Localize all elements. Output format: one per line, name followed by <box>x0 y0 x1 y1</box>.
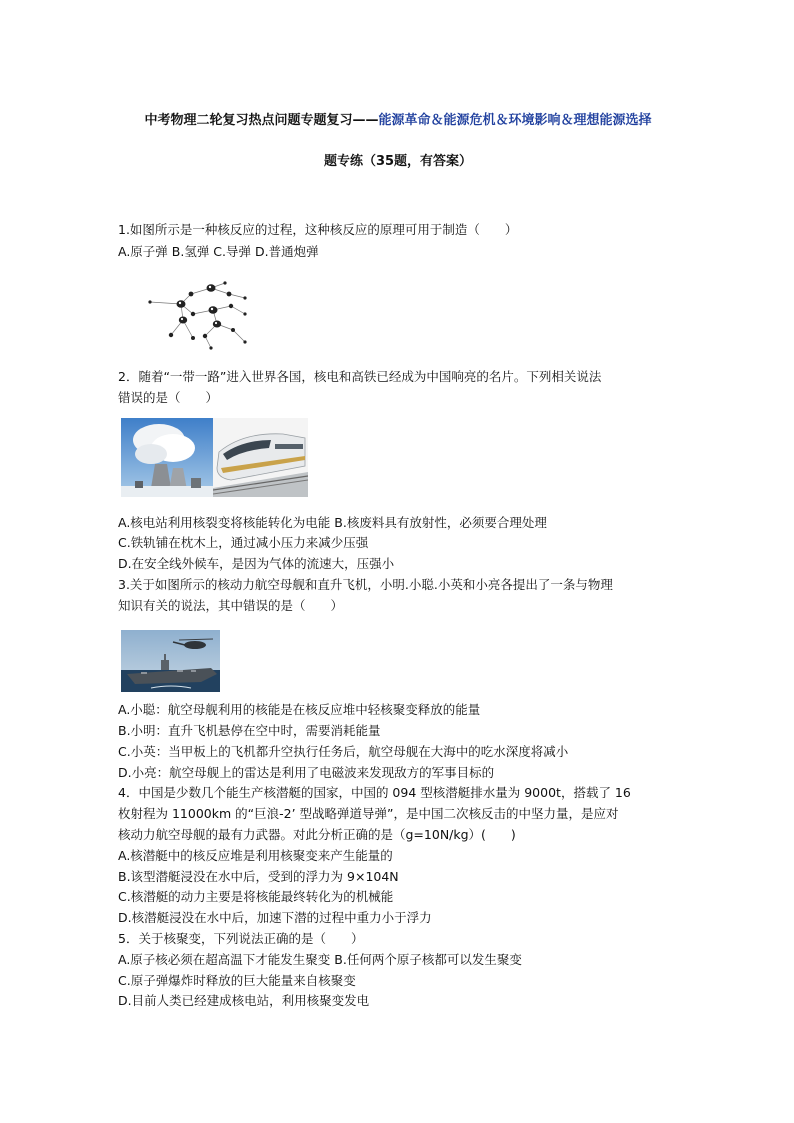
question-3-option-d: D.小亮：航空母舰上的雷达是利用了电磁波来发现敌方的军事目标的 <box>118 765 495 780</box>
question-5-stem: 5．关于核聚变，下列说法正确的是（ ） <box>118 931 364 946</box>
question-4-option-b: B.该型潜艇浸没在水中后，受到的浮力为 9×104N <box>118 869 399 884</box>
question-2-option-c: C.铁轨铺在枕木上，通过减小压力来减少压强 <box>118 535 369 550</box>
question-5-option-c: C.原子弹爆炸时释放的巨大能量来自核聚变 <box>118 973 356 988</box>
question-2-option-ab: A.核电站利用核裂变将核能转化为电能 B.核废料具有放射性，必须要合理处理 <box>118 515 547 530</box>
question-4-option-a: A.核潜艇中的核反应堆是利用核聚变来产生能量的 <box>118 848 393 863</box>
question-4-stem-line3: 核动力航空母舰的最有力武器。对此分析正确的是（g=10N/kg）( ) <box>118 827 516 842</box>
question-5-option-d: D.目前人类已经建成核电站，利用核聚变发电 <box>118 993 370 1008</box>
nuclear-power-plant-photo <box>121 418 213 497</box>
question-3-option-a: A.小聪：航空母舰利用的核能是在核反应堆中轻核聚变释放的能量 <box>118 702 481 717</box>
question-4-stem-line2: 枚射程为 11000km 的“巨浪-2’ 型战略弹道导弹”，是中国二次核反击的中坚力量，是应对 <box>118 806 619 821</box>
nuclear-chain-reaction-diagram <box>145 280 250 352</box>
question-3-stem-line1: 3.关于如图所示的核动力航空母舰和直升飞机，小明.小聪.小英和小亮各提出了一条与物理 <box>118 577 613 592</box>
aircraft-carrier-helicopter-photo <box>121 630 220 692</box>
document-title-line1 <box>118 109 678 128</box>
title-blue-part: 能源革命＆能源危机＆环境影响＆理想能源选择 <box>378 113 652 128</box>
question-3-stem-line2: 知识有关的说法，其中错误的是（ ） <box>118 598 344 613</box>
question-3-option-c: C.小英：当甲板上的飞机都升空执行任务后，航空母舰在大海中的吃水深度将减小 <box>118 744 569 759</box>
question-2-stem-line2: 错误的是（ ） <box>118 390 219 405</box>
question-4-option-d: D.核潜艇浸没在水中后，加速下潜的过程中重力小于浮力 <box>118 910 432 925</box>
document-title-line2: 题专练（35题，有答案） <box>323 154 473 169</box>
question-4-option-c: C.核潜艇的动力主要是将核能最终转化为的机械能 <box>118 889 394 904</box>
question-2-stem-line1: 2．随着“一带一路”进入世界各国，核电和高铁已经成为中国响亮的名片。下列相关说法 <box>118 369 602 384</box>
question-1-options: A.原子弹 B.氢弹 C.导弹 D.普通炮弹 <box>118 244 319 259</box>
question-1-stem-line1: 1.如图所示是一种核反应的过程，这种核反应的原理可用于制造（ ） <box>118 222 518 237</box>
high-speed-train-photo <box>213 418 308 497</box>
title-black-part: 中考物理二轮复习热点问题专题复习—— <box>144 113 379 128</box>
question-4-stem-line1: 4．中国是少数几个能生产核潜艇的国家，中国的 094 型核潜艇排水量为 9000t，搭载了 16 <box>118 785 631 800</box>
question-2-option-d: D.在安全线外候车，是因为气体的流速大，压强小 <box>118 556 395 571</box>
question-3-option-b: B.小明：直升飞机悬停在空中时，需要消耗能量 <box>118 723 381 738</box>
question-5-option-ab: A.原子核必须在超高温下才能发生聚变 B.任何两个原子核都可以发生聚变 <box>118 952 522 967</box>
